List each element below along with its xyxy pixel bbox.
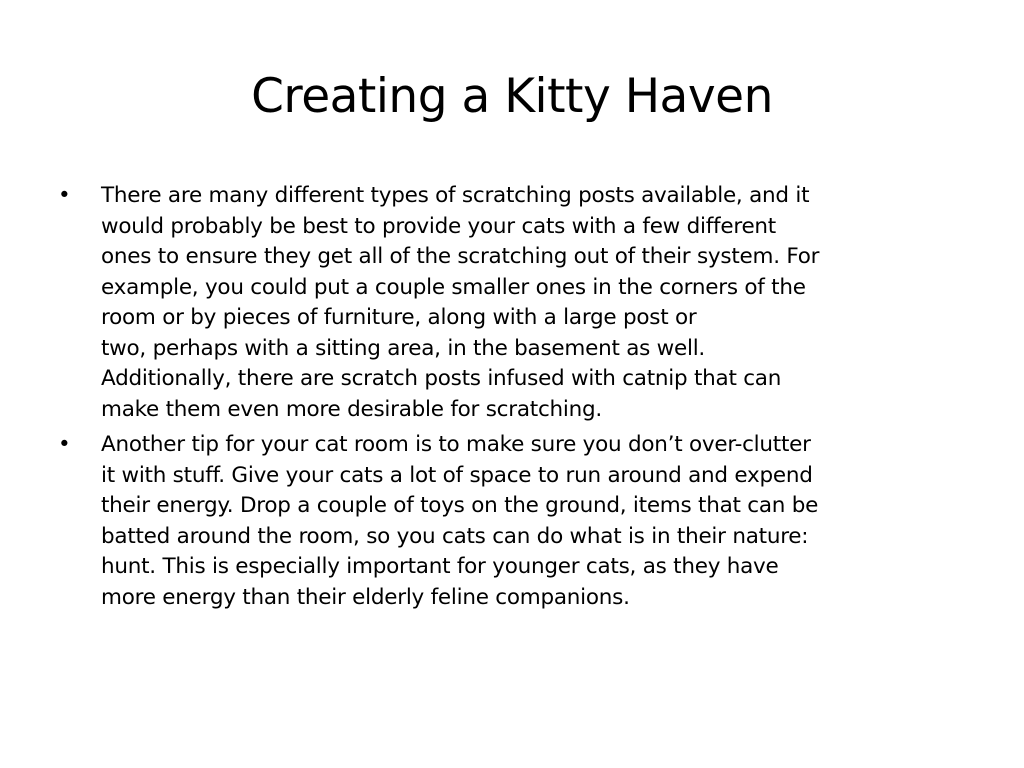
bullet-list xyxy=(56,181,976,618)
slide-title: Creating a Kitty Haven xyxy=(251,69,773,124)
bullet-text: There are many different types of scratching posts available, and it would probably be best to provide your cats with a few different ones to ensure they get all of the scratching out of their system. For example, you could put a couple smaller ones in the corners of the room or by pieces of furniture, along with a large post or two, perhaps with a sitting area, in the basement as well. Additionally, there are scratch posts infused with catnip that can make them even more desirable for scratching. xyxy=(101,183,820,422)
bullet-item xyxy=(56,181,976,425)
bullet-item xyxy=(56,430,976,613)
bullet-icon: • xyxy=(58,183,71,208)
bullet-icon: • xyxy=(58,432,71,457)
bullet-text: Another tip for your cat room is to make sure you don’t over-clutter it with stuff. Give your cats a lot of space to run around and expend their energy. Drop a couple of toys on the ground, items that can be batted around the room, so you cats can do what is in their nature: hunt. This is especially important for younger cats, as they have more energy than their elderly feline companions. xyxy=(101,432,819,610)
